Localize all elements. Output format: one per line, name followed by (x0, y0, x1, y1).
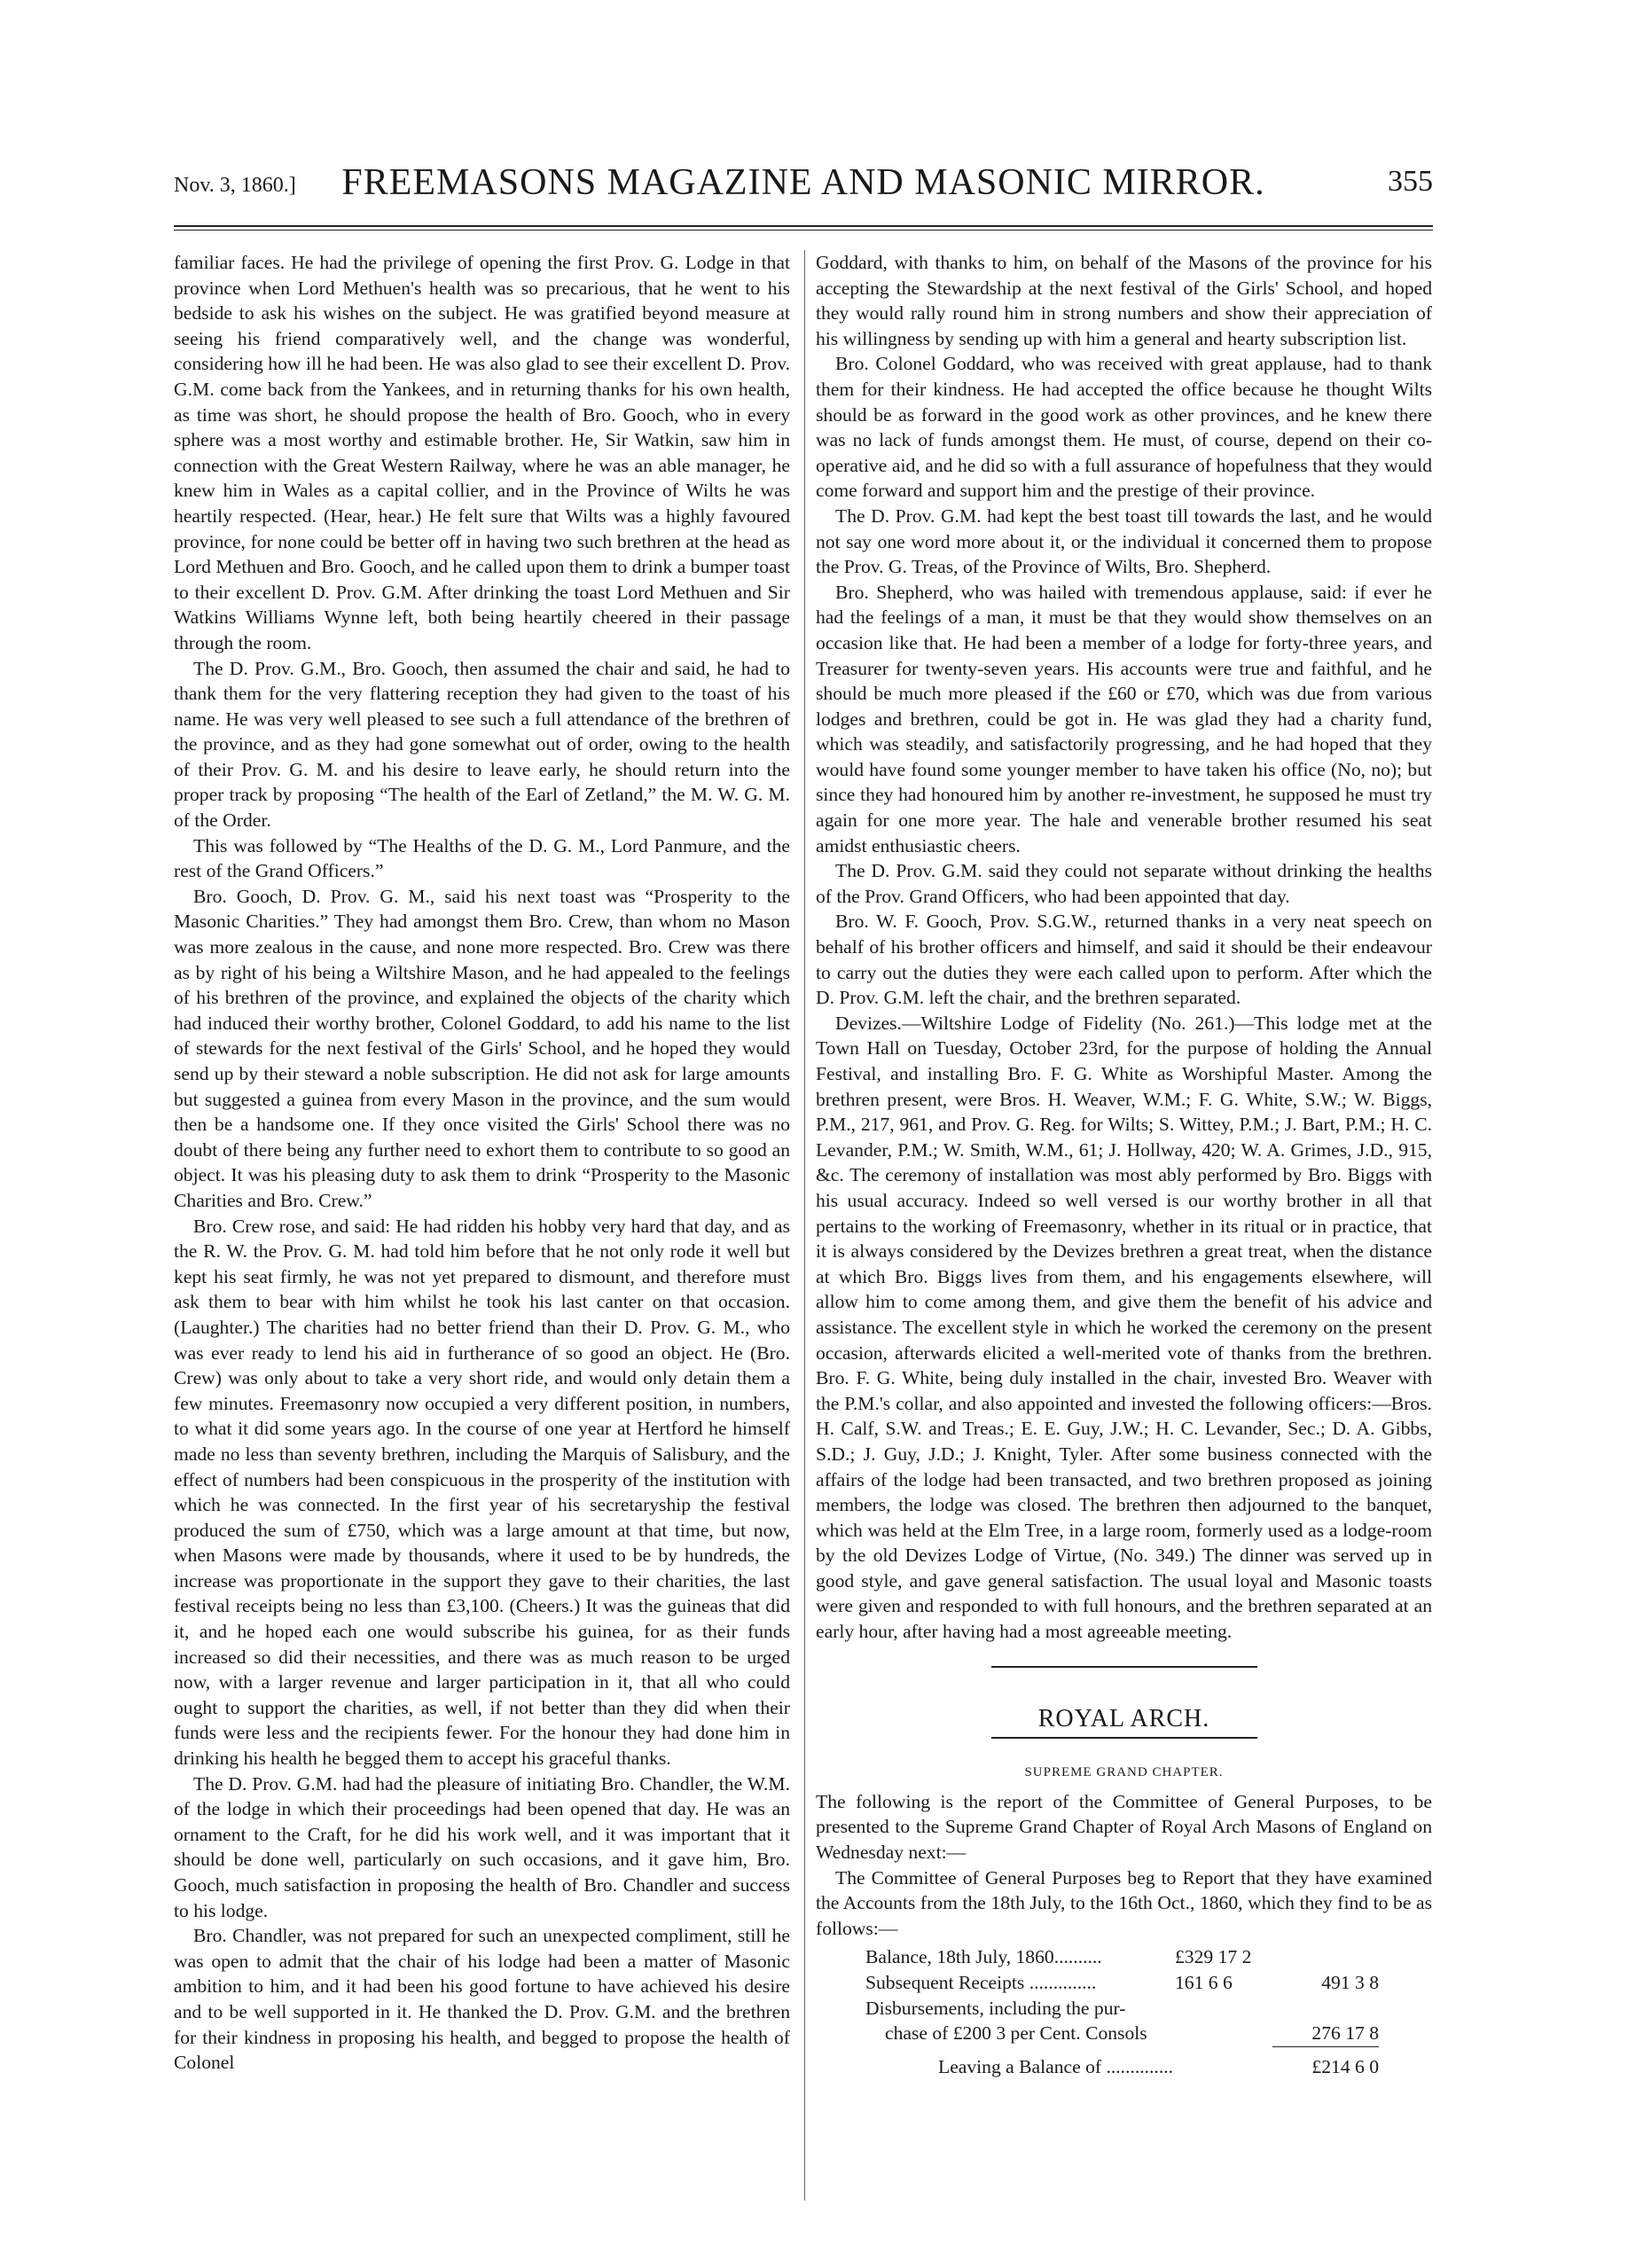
accounts-label: Subsequent Receipts .............. (865, 1972, 1097, 1993)
accounts-label (816, 1996, 1175, 2046)
paragraph: The D. Prov. G.M. had kept the best toast till towards the last, and he would not say one word more about it, or the individual it concerned them to propose the Prov. G. Treas, of the Province of Wilts, Bro. Shepherd. (816, 504, 1432, 578)
accounts-label: Balance, 18th July, 1860.......... (865, 1946, 1102, 1968)
paragraph: Bro. Gooch, D. Prov. G. M., said his next toast was “Prosperity to the Masonic Charities.” They had amongst them Bro. Crew, than whom no Mason was more zealous in the cause, and none more respected. Bro. Crew was there as by right of his being a Wiltshire Mason, and he had appealed to the feelings of his brethren of the province, and explained the objects of the charity which had induced their worthy brother, Colonel Goddard, to add his name to the list of stewards for the next festival of the Girls' School, and he hoped they would send up by their steward a noble subscription. He did not ask for large amounts but suggested a guinea from every Mason in the province, and the sum would then be a handsome one. If they once visited the Girls' School there was no doubt of there being any further need to exhort them to contribute to so good an object. It was his pleasing duty to ask them to drink “Prosperity to the Masonic Charities and Bro. Crew.” (174, 885, 790, 1211)
accounts-total: £214 6 0 (1311, 2055, 1379, 2077)
paragraph: Bro. Shepherd, who was hailed with tremendous applause, said: if ever he had the feelings of a man, it must be that they would show themselves on an occasion like that. He had been a member of a lodge for forty-three years, and Treasurer for twenty-seven years. His accounts were true and faithful, and he should be much more pleased if the £60 or £70, which was due from various lodges and brethren, could be got in. He was glad they had a charity fund, which was steadily, and satisfactorily progressing, and he had hoped that they would have found some younger member to have taken his office (No, no); but since they had honoured him by another re-investment, he supposed he must try again for one more year. The hale and venerable brother resumed his seat amidst enthusiastic cheers. (816, 581, 1432, 856)
paragraph: Bro. Crew rose, and said: He had ridden his hobby very hard that day, and as the R. W. the Prov. G. M. had told him before that he not only rode it well but kept his seat firmly, he was not yet prepared to dismount, and therefore must ask them to bear with him whilst he took his last canter on that occasion. (Laughter.) The charities had no better friend than their D. Prov. G. M., who was ever ready to lend his aid in furtherance of so good an object. He (Bro. Crew) was only about to take a very short ride, and would only detain them a few minutes. Freemasonry now occupied a very different position, in numbers, to what it did some years ago. In the course of one year at Hertford he himself made no less than seventy brethren, including the Marquis of Salisbury, and the effect of numbers had been conspicuous in the prosperity of the institution with which he was connected. In the first year of his secretaryship the festival produced the sum of £750, which was a large amount at that time, but now, when Masons were made by thousands, where it used to be by hundreds, the increase was proportionate in the support they gave to their charities, the last festival receipts being no less than £3,100. (Cheers.) It was the guineas that did it, and he hoped each one would subscribe his guinea, for as their funds increased so did their necessities, and there was as much reason to be urged now, with a larger revenue and larger participation in it, that all who could ought to support the charities, as well, if not better than they did when their funds were less and the recipients fewer. For the honour they had done him in drinking his health he begged them to accept his graceful thanks. (174, 1215, 790, 1770)
accounts-row (816, 1996, 1432, 2046)
accounts-row (816, 1970, 1432, 1996)
section-rule (991, 1666, 1257, 1668)
paragraph: The following is the report of the Committee of General Purposes, to be presented to the Supreme Grand Chapter of Royal Arch Masons of England on Wednesday next:— (816, 1790, 1432, 1864)
accounts-rule (1272, 2046, 1379, 2047)
accounts-row (816, 1944, 1432, 1970)
section-title-royal-arch: ROYAL ARCH. (1037, 1704, 1210, 1732)
accounts-value: £329 17 2 (1175, 1946, 1252, 1968)
paragraph: The D. Prov. G.M., Bro. Gooch, then assumed the chair and said, he had to thank them for the very flattering reception they had given to the toast of his name. He was very well pleased to see such a full attendance of the brethren of the province, and as they had gone somewhat out of order, owing to the health of their Prov. G. M. and his desire to leave early, he should return into the proper track by proposing “The health of the Earl of Zetland,” the M. W. G. M. of the Order. (174, 657, 790, 832)
magazine-title: FREEMASONS MAGAZINE AND MASONIC MIRROR. (341, 162, 1265, 203)
accounts-label-line: chase of £200 3 per Cent. Consols (885, 2022, 1147, 2045)
header-rule-thin (174, 230, 1433, 231)
accounts-value: 161 6 6 (1175, 1972, 1233, 1993)
paragraph: Bro. Colonel Goddard, who was received with great applause, had to thank them for their kindness. He had accepted the office because he thought Wilts should be as forward in the good work as other provinces, and he knew there was no lack of funds amongst them. He must, of course, depend on their co-operative aid, and he did so with a full assurance of hopefulness that they would come forward and support him and the prestige of their province. (816, 353, 1432, 502)
paragraph: This was followed by “The Healths of the D. G. M., Lord Panmure, and the rest of the Grand Officers.” (174, 834, 790, 882)
column-divider (804, 250, 805, 2201)
paragraph: Goddard, with thanks to him, on behalf of the Masons of the province for his accepting the Stewardship at the next festival of the Girls' School, and hoped they would rally round him in strong numbers and show their appreciation of his willingness by sending up with him a general and hearty subscription list. (816, 252, 1432, 349)
paragraph: Bro. Chandler, was not prepared for such an unexpected compliment, still he was open to admit that the chair of his lodge had been a matter of Masonic ambition to him, and it had been his good fortune to have achieved his desire and to be well supported in it. He thanked the D. Prov. G.M. and the brethren for their kindness in proposing his health, and begged to propose the health of Colonel (174, 1925, 790, 2074)
issue-date: Nov. 3, 1860.] (174, 174, 296, 197)
subheading: SUPREME GRAND CHAPTER. (1024, 1765, 1224, 1780)
section-rule (991, 1737, 1257, 1739)
accounts-label-line: Disbursements, including the pur- (865, 1997, 1126, 2019)
page-number: 355 (1388, 165, 1433, 198)
right-column (816, 250, 1432, 2079)
left-column (174, 250, 790, 2076)
paragraph: The Committee of General Purposes beg to Report that they have examined the Accounts from the 18th July, to the 16th Oct., 1860, which they find to be as follows:— (816, 1866, 1432, 1939)
accounts-table (816, 1944, 1432, 2079)
paragraph: Bro. W. F. Gooch, Prov. S.G.W., returned thanks in a very neat speech on behalf of his brother officers and himself, and said it should be their endeavour to carry out the duties they were each called upon to perform. After which the D. Prov. G.M. left the chair, and the brethren separated. (816, 911, 1432, 1009)
accounts-label: Leaving a Balance of .............. (938, 2055, 1174, 2077)
paragraph: familiar faces. He had the privilege of opening the first Prov. G. Lodge in that province when Lord Methuen's health was so precarious, that he went to his bedside to ask his wishes on the subject. He was gratified beyond measure at seeing his friend comparatively well, and the change was wonderful, considering how ill he had been. He was also glad to see their excellent D. Prov. G.M. come back from the Yankees, and in returning thanks for his own health, as time was short, he should propose the health of Bro. Gooch, who in every sphere was a most worthy and estimable brother. He, Sir Watkin, saw him in connection with the Great Western Railway, where he was an able manager, he knew him in Wales as a capital collier, and in the Province of Wilts he was heartily respected. (Hear, hear.) He felt sure that Wilts was a highly favoured province, for none could be better off in having two such brethren at the head as Lord Methuen and Bro. Gooch, and he called upon them to drink a bumper toast to their excellent D. Prov. G.M. After drinking the toast Lord Methuen and Sir Watkins Williams Wynne left, both being heartily cheered in their passage through the room. (174, 252, 790, 653)
accounts-total: 491 3 8 (1321, 1972, 1379, 1993)
accounts-total: 276 17 8 (1311, 2022, 1379, 2044)
page-header (174, 158, 1433, 211)
paragraph: The D. Prov. G.M. said they could not separate without drinking the healths of the Prov. Grand Officers, who had been appointed that day. (816, 860, 1432, 907)
accounts-row (816, 2054, 1432, 2080)
paragraph: The D. Prov. G.M. had had the pleasure of initiating Bro. Chandler, the W.M. of the lodge in which their proceedings had been opened that day. He was an ornament to the Craft, for he did his work well, and it was important that it should be done well, particularly on such occasions, and it gave him, Bro. Gooch, much satisfaction in proposing the health of Bro. Chandler and success to his lodge. (174, 1772, 790, 1921)
header-rule (174, 225, 1433, 227)
paragraph: Devizes.—Wiltshire Lodge of Fidelity (No. 261.)—This lodge met at the Town Hall on Tuesday, October 23rd, for the purpose of holding the Annual Festival, and installing Bro. F. G. White as Worshipful Master. Among the brethren present, were Bros. H. Weaver, W.M.; F. G. White, S.W.; W. Biggs, P.M., 217, 961, and Prov. G. Reg. for Wilts; S. Wittey, P.M.; J. Bart, P.M.; H. C. Levander, P.M.; W. Smith, W.M., 61; J. Hollway, 420; W. A. Grimes, J.D., 915, &c. The ceremony of installation was most ably performed by Bro. Biggs with his usual accuracy. Indeed so well versed is our worthy brother in all that pertains to the working of Freemasonry, whether in its ritual or in practice, that it is always considered by the Devizes brethren a great treat, when the distance at which Bro. Biggs lives from them, and his engagements elsewhere, will allow him to come among them, and give them the benefit of his advice and assistance. The excellent style in which he worked the ceremony on the present occasion, afterwards elicited a well-merited vote of thanks from the brethren. Bro. F. G. White, being duly installed in the chair, invested Bro. Weaver with the P.M.'s collar, and also appointed and invested the following officers:—Bros. H. Calf, S.W. and Treas.; E. E. Guy, J.W.; H. C. Levander, Sec.; D. A. Gibbs, S.D.; J. Guy, J.D.; J. Knight, Tyler. After some business connected with the affairs of the lodge had been transacted, and two brethren proposed as joining members, the lodge was closed. The brethren then adjourned to the banquet, which was held at the Elm Tree, in a large room, formerly used as a lodge-room by the old Devizes Lodge of Virtue, (No. 349.) The dinner was served up in good style, and gave general satisfaction. The usual loyal and Masonic toasts were given and responded to with full honours, and the brethren separated at an early hour, after having had a most agreeable meeting. (816, 1012, 1432, 1643)
